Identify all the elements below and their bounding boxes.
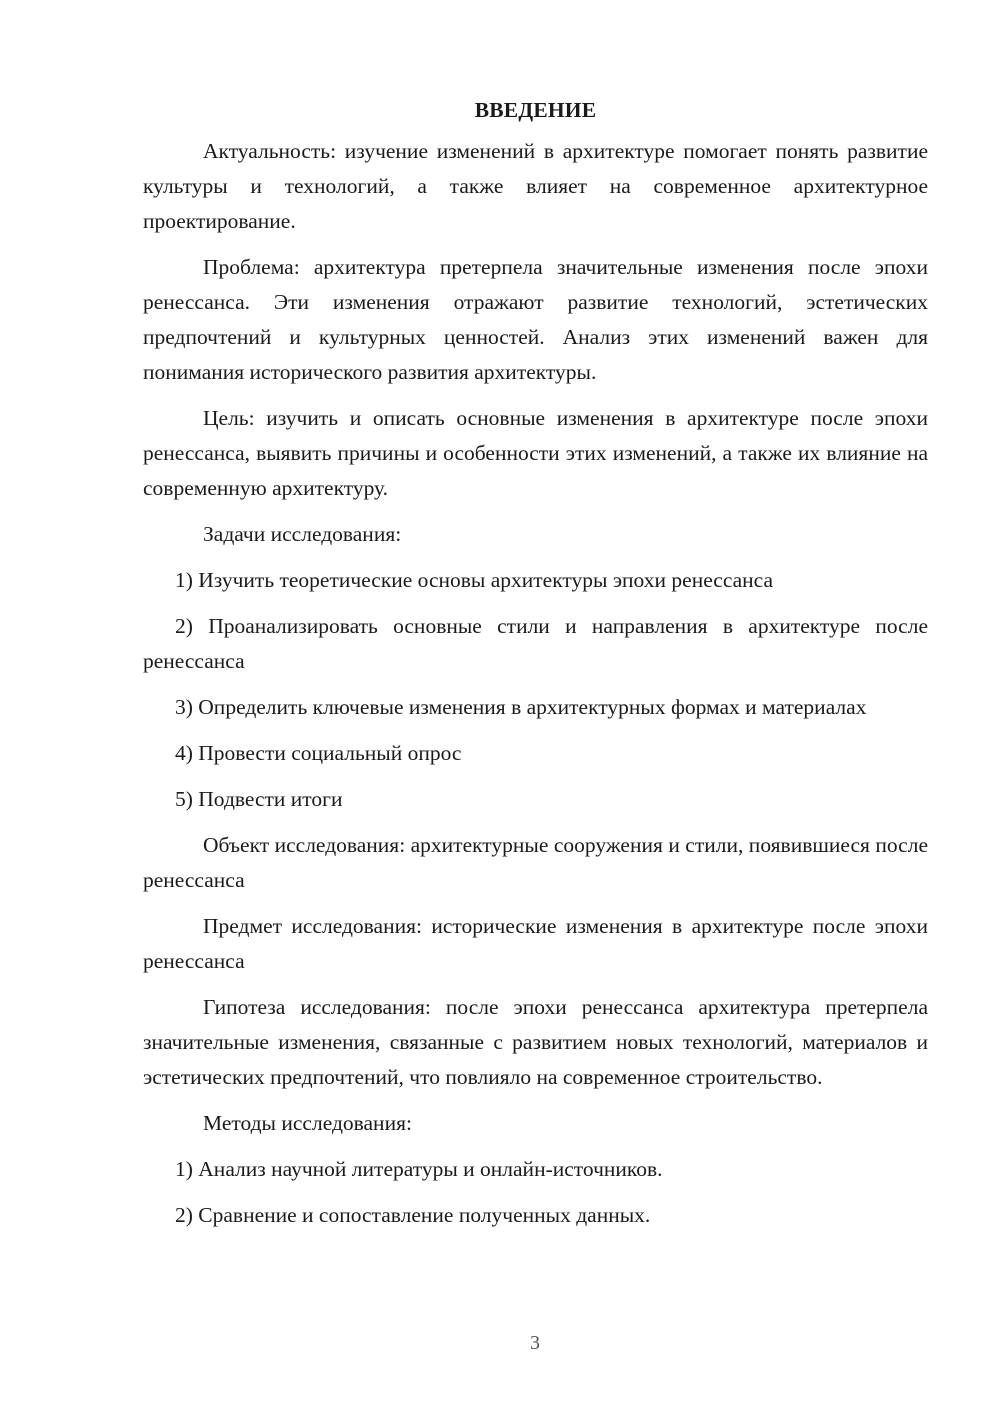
hypothesis-paragraph: Гипотеза исследования: после эпохи ренессанса архитектура претерпела значительные изменения, связанные с развитием новых технологий, материалов и эстетических предпочтений, что повлияло на современное строительство. — [143, 995, 928, 1089]
relevance-paragraph: Актуальность: изучение изменений в архитектуре помогает понять развитие культуры и технологий, а также влияет на современное архитектурное проектирование. — [143, 139, 928, 233]
page-number: 3 — [530, 1332, 540, 1354]
goal-paragraph: Цель: изучить и описать основные изменения в архитектуре после эпохи ренессанса, выявить причины и особенности этих изменений, а также их влияние на современную архитектуру. — [143, 406, 928, 500]
problem-paragraph: Проблема: архитектура претерпела значительные изменения после эпохи ренессанса. Эти изменения отражают развитие технологий, эстетических предпочтений и культурных ценностей. Анализ этих изменений важен для понимания исторического развития архитектуры. — [143, 255, 928, 384]
tasks-title: Задачи исследования: — [203, 522, 402, 546]
document-page — [143, 96, 928, 1244]
methods-title: Методы исследования: — [203, 1111, 412, 1135]
section-heading: ВВЕДЕНИЕ — [474, 98, 597, 122]
task-item: 3) Определить ключевые изменения в архитектурных формах и материалах — [175, 695, 867, 719]
task-item: 4) Провести социальный опрос — [175, 741, 462, 765]
task-item: 1) Изучить теоретические основы архитектуры эпохи ренессанса — [175, 568, 774, 592]
method-item: 2) Сравнение и сопоставление полученных данных. — [175, 1203, 651, 1227]
object-paragraph: Объект исследования: архитектурные сооружения и стили, появившиеся после ренессанса — [143, 833, 928, 892]
task-item: 2) Проанализировать основные стили и направления в архитектуре после ренессанса — [143, 614, 928, 673]
subject-paragraph: Предмет исследования: исторические изменения в архитектуре после эпохи ренессанса — [143, 914, 928, 973]
task-item: 5) Подвести итоги — [175, 787, 343, 811]
method-item: 1) Анализ научной литературы и онлайн-источников. — [175, 1157, 663, 1181]
